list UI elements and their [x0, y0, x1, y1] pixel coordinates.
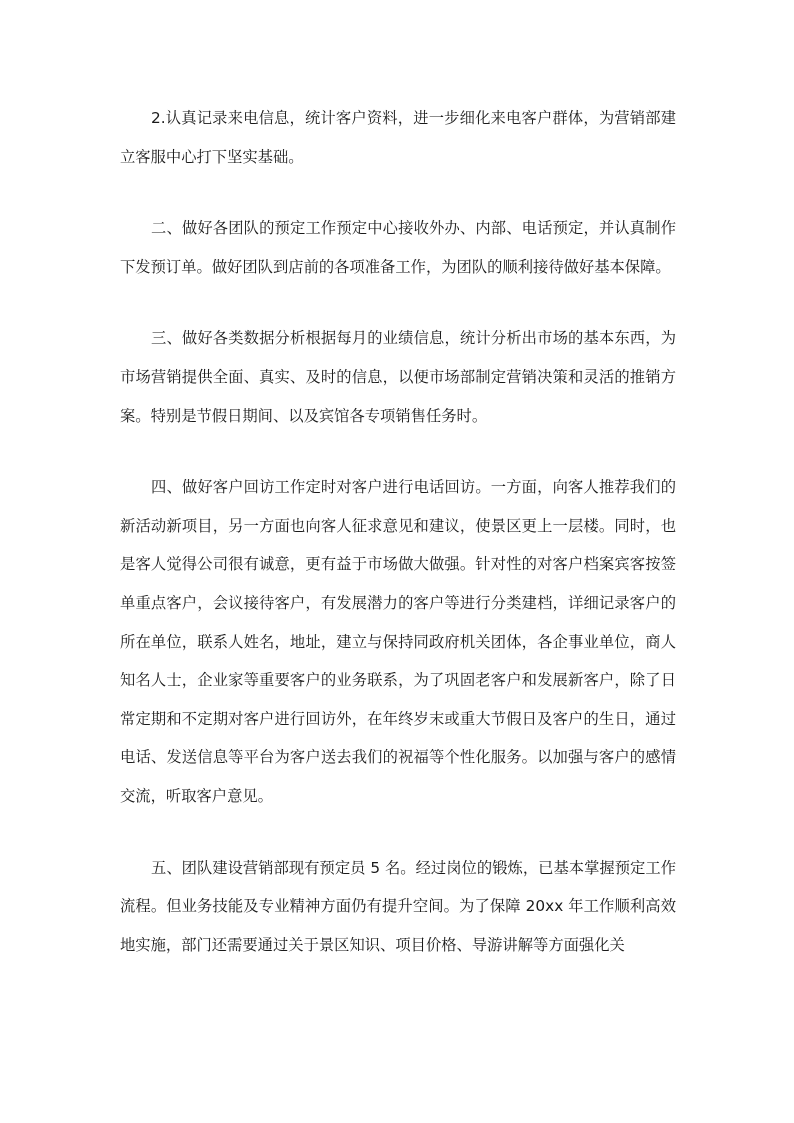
document-body [120, 99, 676, 964]
paragraph-customer-followup: 四、做好客户回访工作定时对客户进行电话回访。一方面，向客人推荐我们的新活动新项目，另一方面也向客人征求意见和建议，使景区更上一层楼。同时，也是客人觉得公司很有诚意，更有益于市场做大做强。针对性的对客户档案宾客按签单重点客户，会议接待客户，有发展潜力的客户等进行分类建档，详细记录客户的所在单位，联系人姓名，地址，建立与保持同政府机关团体，各企事业单位，商人知名人士，企业家等重要客户的业务联系，为了巩固老客户和发展新客户，除了日常定期和不定期对客户进行回访外，在年终岁末或重大节假日及客户的生日，通过电话、发送信息等平台为客户送去我们的祝福等个性化服务。以加强与客户的感情交流，听取客户意见。 [120, 478, 676, 805]
paragraph-customer-records: 2.认真记录来电信息，统计客户资料，进一步细化来电客户群体，为营销部建立客服中心打下坚实基础。 [120, 109, 676, 166]
paragraph-team-building: 五、团队建设营销部现有预定员 5 名。经过岗位的锻炼，已基本掌握预定工作流程。但业务技能及专业精神方面仍有提升空间。为了保障 20xx 年工作顺利高效地实施，部门还需要通过关于景区知识、项目价格、导游讲解等方面强化关 [120, 858, 676, 954]
paragraph-data-analysis: 三、做好各类数据分析根据每月的业绩信息，统计分析出市场的基本东西，为市场营销提供全面、真实、及时的信息，以便市场部制定营销决策和灵活的推销方案。特别是节假日期间、以及宾馆各专项销售任务时。 [120, 329, 676, 425]
paragraph-team-booking: 二、做好各团队的预定工作预定中心接收外办、内部、电话预定，并认真制作下发预订单。做好团队到店前的各项准备工作，为团队的顺利接待做好基本保障。 [120, 219, 676, 276]
